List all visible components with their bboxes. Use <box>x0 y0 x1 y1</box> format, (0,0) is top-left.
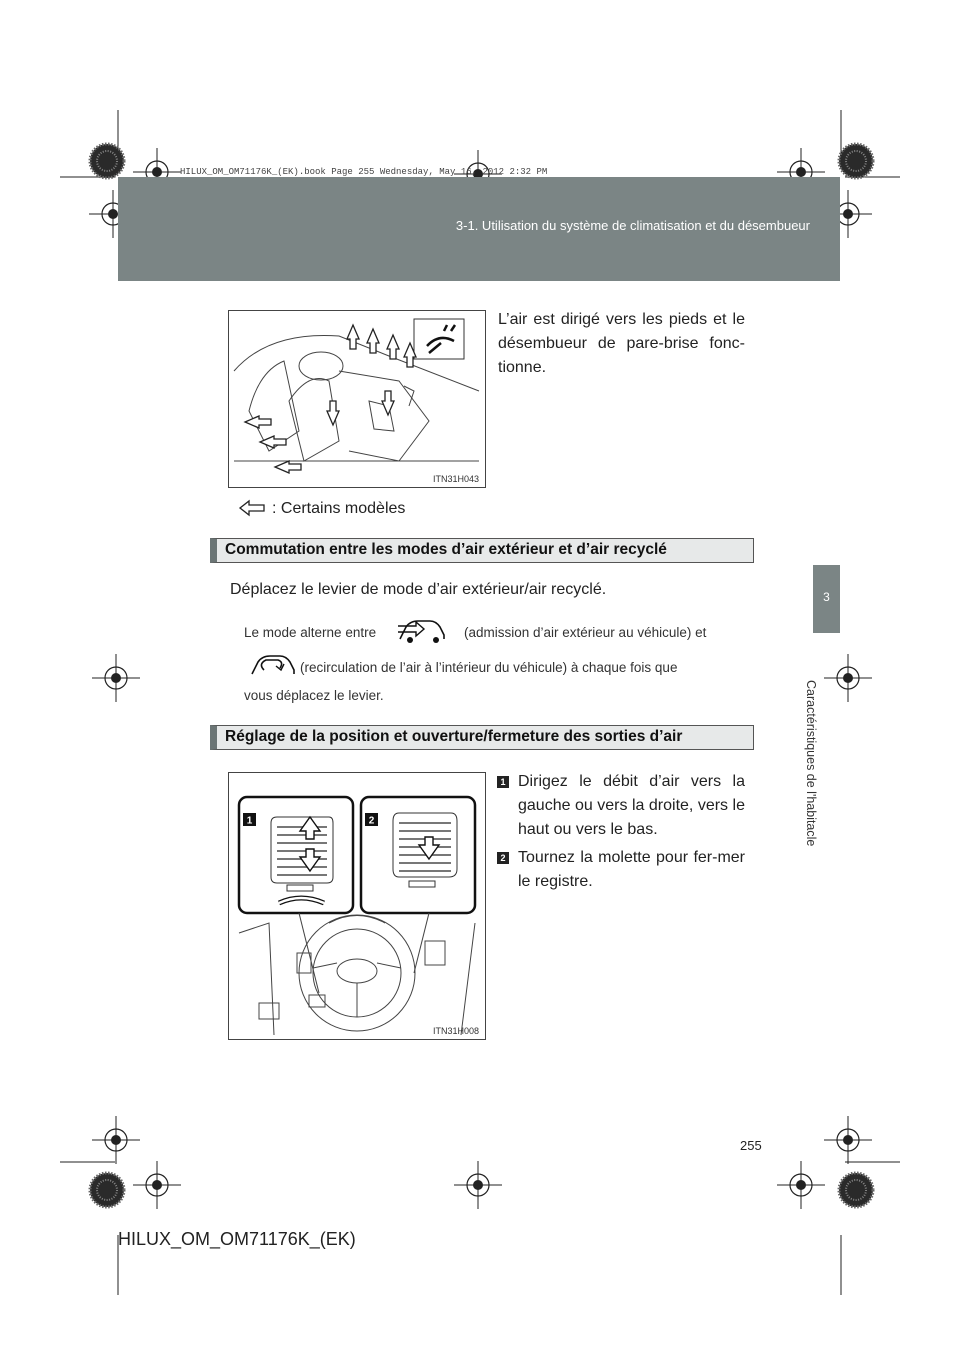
chapter-side-label: Caractéristiques de l'habitacle <box>804 680 818 847</box>
section-heading-vents-text: Réglage de la position et ouverture/fermeture des sorties d’air <box>225 728 683 745</box>
section-heading-vents <box>210 725 754 750</box>
step-1-badge: 1 <box>497 776 509 788</box>
airflow-caption: L’air est dirigé vers les pieds et le désembueur de pare-brise fonc-tionne. <box>498 311 745 376</box>
svg-text:2: 2 <box>368 815 375 827</box>
air-mode-note-line2 <box>244 660 746 682</box>
note-line1-text-a: Le mode alterne entre <box>244 625 377 640</box>
footer-doc-id: HILUX_OM_OM71176K_(EK) <box>118 1229 356 1249</box>
air-mode-note-line3: vous déplacez le levier. <box>244 688 384 703</box>
vents-illustration <box>229 773 485 1039</box>
vents-figure-code: ITN31H008 <box>432 1026 479 1036</box>
vents-figure <box>228 772 486 1040</box>
optional-legend: : Certains modèles <box>272 500 406 517</box>
optional-arrow-icon <box>238 499 266 517</box>
step-2-badge: 2 <box>497 852 509 864</box>
chapter-title: 3-1. Utilisation du système de climatisation et du désembueur <box>455 218 810 233</box>
chapter-number: 3 <box>823 590 830 604</box>
step-1-text: Dirigez le débit d’air vers la gauche ou vers la droite, vers le haut ou vers le bas. <box>518 773 745 838</box>
page-number: 255 <box>740 1138 762 1153</box>
section-heading-air-mode <box>210 538 754 563</box>
cabin-airflow-illustration <box>229 311 485 487</box>
airflow-figure <box>228 310 486 488</box>
svg-text:1: 1 <box>246 815 253 827</box>
note-line2-text: (recirculation de l’air à l’intérieur du véhicule) à chaque fois que <box>300 660 678 675</box>
outside-air-icon <box>396 617 448 645</box>
print-info: HILUX_OM_OM71176K_(EK).book Page 255 Wednesday, May 16, 2012 2:32 PM <box>180 167 548 177</box>
figure-code: ITN31H043 <box>432 474 479 484</box>
step-2-text: Tournez la molette pour fer-mer le registre. <box>518 849 745 890</box>
section-heading-air-mode-text: Commutation entre les modes d’air extérieur et d’air recyclé <box>225 541 667 558</box>
recirculation-icon <box>248 652 296 680</box>
air-mode-note-line1 <box>244 625 746 647</box>
note-line1-text-b: (admission d’air extérieur au véhicule) et <box>464 625 707 640</box>
air-mode-instruction: Déplacez le levier de mode d’air extérieur/air recyclé. <box>230 581 607 598</box>
